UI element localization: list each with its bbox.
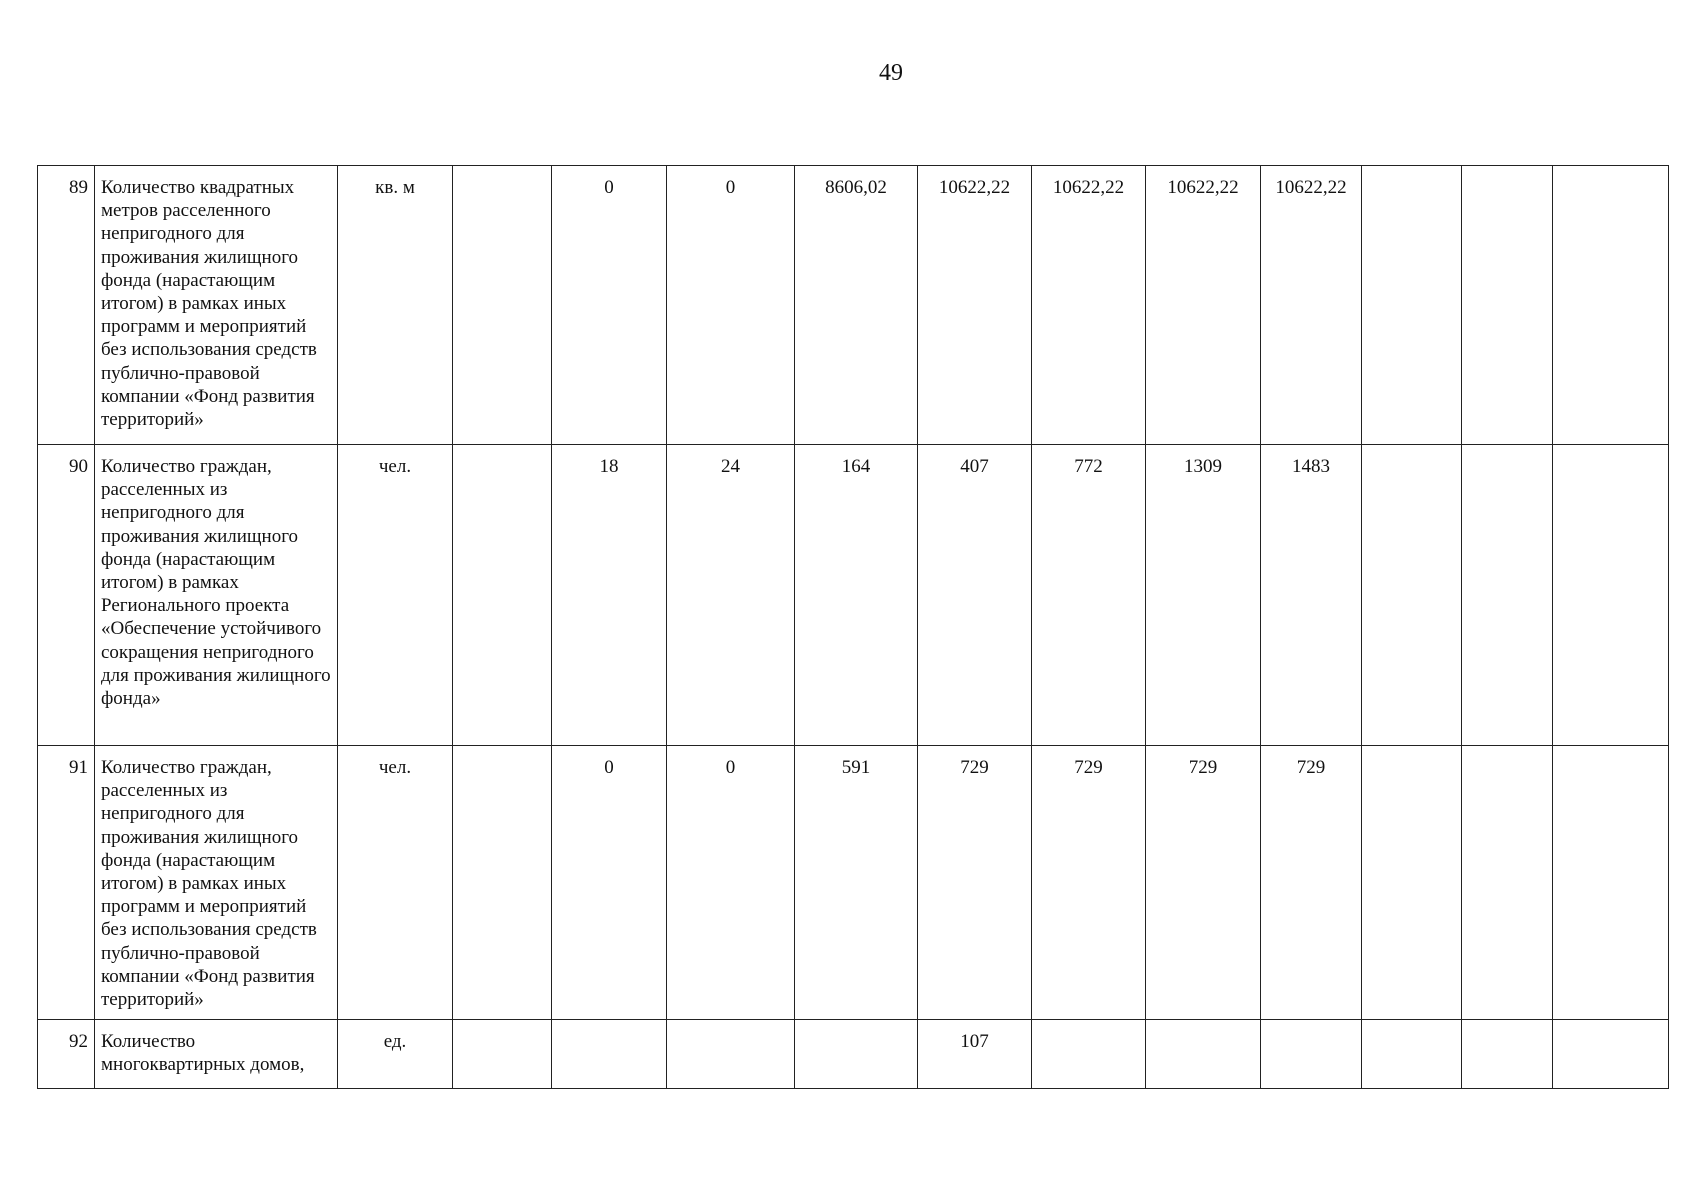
- unit-cell: чел.: [338, 746, 453, 1020]
- unit-cell: кв. м: [338, 166, 453, 445]
- row-number: 90: [38, 445, 95, 746]
- value-cell: 107: [918, 1020, 1032, 1089]
- indicator-name: Количество граждан, расселенных из непригодного для проживания жилищного фонда (нарастающим итогом) в рамках иных программ и мероприятий без использования средств публично-правовой компании «Фонд развития территорий»: [95, 746, 338, 1020]
- value-cell: 24: [667, 445, 795, 746]
- value-cell: 0: [552, 166, 667, 445]
- value-cell: 591: [795, 746, 918, 1020]
- value-cell: 10622,22: [1146, 166, 1261, 445]
- table-row: [38, 166, 1669, 445]
- value-cell: [1462, 746, 1553, 1020]
- table-row: [38, 1020, 1669, 1089]
- value-cell: [453, 1020, 552, 1089]
- indicator-name: Количество граждан, расселенных из непригодного для проживания жилищного фонда (нарастающим итогом) в рамках Регионального проекта «Обеспечение устойчивого сокращения непригодного для проживания жилищного фонда»: [95, 445, 338, 746]
- value-cell: [1462, 166, 1553, 445]
- value-cell: [1462, 1020, 1553, 1089]
- table-row: [38, 746, 1669, 1020]
- value-cell: 10622,22: [918, 166, 1032, 445]
- value-cell: [667, 1020, 795, 1089]
- value-cell: [1362, 746, 1462, 1020]
- value-cell: [453, 445, 552, 746]
- value-cell: 729: [918, 746, 1032, 1020]
- value-cell: [552, 1020, 667, 1089]
- row-number: 89: [38, 166, 95, 445]
- value-cell: [453, 166, 552, 445]
- value-cell: [1553, 166, 1669, 445]
- value-cell: [1362, 1020, 1462, 1089]
- value-cell: [1362, 445, 1462, 746]
- value-cell: [1462, 445, 1553, 746]
- value-cell: 10622,22: [1261, 166, 1362, 445]
- value-cell: 1309: [1146, 445, 1261, 746]
- value-cell: 1483: [1261, 445, 1362, 746]
- indicator-name: Количество квадратных метров расселенного непригодного для проживания жилищного фонда (нарастающим итогом) в рамках иных программ и мероприятий без использования средств публично-правовой компании «Фонд развития территорий»: [95, 166, 338, 445]
- value-cell: [1146, 1020, 1261, 1089]
- value-cell: 407: [918, 445, 1032, 746]
- value-cell: 0: [667, 746, 795, 1020]
- unit-cell: чел.: [338, 445, 453, 746]
- row-number: 91: [38, 746, 95, 1020]
- value-cell: 729: [1146, 746, 1261, 1020]
- value-cell: [795, 1020, 918, 1089]
- value-cell: [1362, 166, 1462, 445]
- value-cell: 0: [667, 166, 795, 445]
- value-cell: [1553, 445, 1669, 746]
- value-cell: 729: [1032, 746, 1146, 1020]
- value-cell: 10622,22: [1032, 166, 1146, 445]
- value-cell: [1553, 746, 1669, 1020]
- value-cell: [1553, 1020, 1669, 1089]
- unit-cell: ед.: [338, 1020, 453, 1089]
- value-cell: 8606,02: [795, 166, 918, 445]
- table-row: [38, 445, 1669, 746]
- value-cell: 729: [1261, 746, 1362, 1020]
- value-cell: 164: [795, 445, 918, 746]
- value-cell: [1261, 1020, 1362, 1089]
- value-cell: 772: [1032, 445, 1146, 746]
- value-cell: [453, 746, 552, 1020]
- value-cell: [1032, 1020, 1146, 1089]
- value-cell: 18: [552, 445, 667, 746]
- indicators-table: [37, 165, 1669, 1089]
- indicator-name: Количество многоквартирных домов,: [95, 1020, 338, 1089]
- page-number: 49: [879, 60, 903, 86]
- value-cell: 0: [552, 746, 667, 1020]
- row-number: 92: [38, 1020, 95, 1089]
